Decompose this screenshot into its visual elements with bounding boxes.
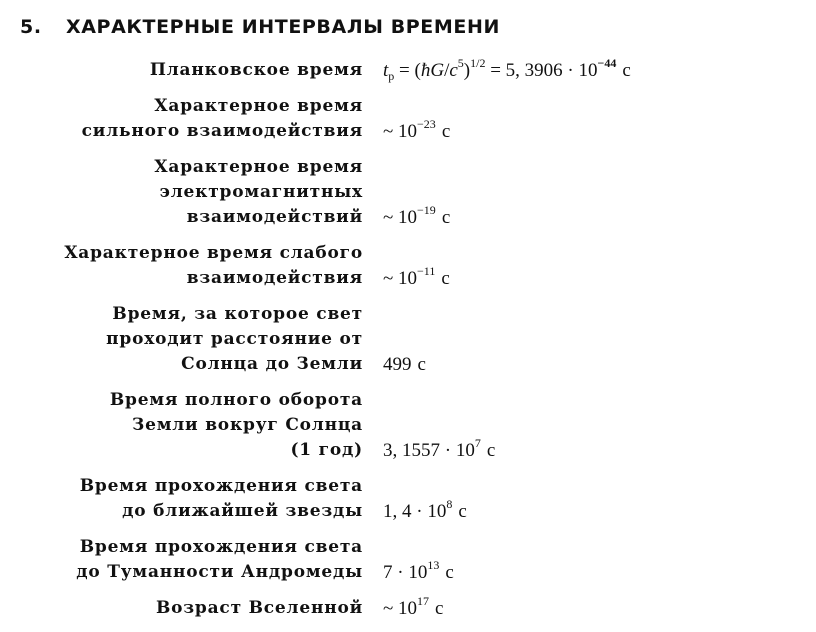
formula-exponent: −44 bbox=[597, 56, 617, 70]
label-line: (1 год) bbox=[290, 440, 363, 460]
table-row bbox=[20, 535, 800, 585]
label-line: до Туманности Андромеды bbox=[76, 562, 363, 582]
row-label bbox=[20, 155, 363, 230]
row-value bbox=[383, 352, 426, 377]
value-number: ~ 10 bbox=[383, 598, 418, 619]
row-label bbox=[20, 474, 363, 524]
label-line: сильного взаимодействия bbox=[81, 121, 363, 141]
row-value bbox=[383, 499, 467, 524]
value-number: ~ 10 bbox=[383, 268, 418, 289]
table-row bbox=[20, 388, 800, 463]
table-row bbox=[20, 596, 800, 621]
value-exponent: 17 bbox=[417, 594, 430, 608]
formula-subscript: p bbox=[388, 69, 395, 83]
value-number: 1, 4 · 10 bbox=[383, 501, 447, 522]
value-number: 7 · 10 bbox=[383, 562, 428, 583]
row-label bbox=[20, 388, 363, 463]
table-row bbox=[20, 58, 800, 83]
label-line: Время прохождения света bbox=[79, 537, 363, 557]
formula-G: G bbox=[430, 60, 445, 81]
value-number: ~ 10 bbox=[383, 121, 418, 142]
section-title: ХАРАКТЕРНЫЕ ИНТЕРВАЛЫ ВРЕМЕНИ bbox=[66, 16, 500, 38]
row-label bbox=[20, 596, 363, 621]
section-number: 5. bbox=[20, 16, 42, 38]
row-value bbox=[383, 119, 450, 144]
label-line: Характерное время слабого bbox=[64, 243, 363, 263]
unit-label: с bbox=[441, 121, 451, 142]
row-value bbox=[383, 205, 450, 230]
row-value bbox=[383, 560, 454, 585]
row-label bbox=[20, 58, 363, 83]
formula-exponent: 1/2 bbox=[470, 56, 486, 70]
value-number: 3, 1557 · 10 bbox=[383, 440, 475, 461]
unit-label: с bbox=[417, 354, 426, 375]
unit-label: с bbox=[622, 60, 631, 81]
unit-label: с bbox=[435, 598, 444, 619]
table-row bbox=[20, 302, 800, 377]
formula-part: / bbox=[444, 60, 450, 81]
label-line: проходит расстояние от bbox=[106, 329, 363, 349]
label-line: Время, за которое свет bbox=[112, 304, 363, 324]
value-number: 499 bbox=[383, 354, 412, 375]
row-label bbox=[20, 94, 363, 144]
table-row bbox=[20, 474, 800, 524]
label-line: взаимодействия bbox=[186, 268, 363, 288]
formula-symbol: t bbox=[383, 60, 389, 81]
unit-label: с bbox=[486, 440, 496, 461]
row-value bbox=[383, 438, 495, 463]
unit-label: с bbox=[458, 501, 467, 522]
value-exponent: 13 bbox=[427, 558, 440, 572]
section-heading bbox=[20, 16, 500, 38]
formula-part: = 5, 3906 · 10 bbox=[485, 60, 598, 81]
label-line: Время прохождения света bbox=[79, 476, 363, 496]
label-line: Возраст Вселенной bbox=[155, 598, 363, 618]
formula-c: c bbox=[449, 60, 458, 81]
label-line: Характерное время bbox=[154, 157, 363, 177]
value-exponent: 8 bbox=[446, 497, 453, 511]
label-line: Характерное время bbox=[154, 96, 363, 116]
row-label bbox=[20, 302, 363, 377]
formula-exponent: 5 bbox=[457, 56, 464, 70]
row-value bbox=[383, 58, 631, 83]
table-row bbox=[20, 155, 800, 230]
value-exponent: −19 bbox=[417, 203, 436, 217]
formula-part: = ( bbox=[394, 60, 421, 81]
label-line: Планковское время bbox=[149, 60, 363, 80]
unit-label: с bbox=[445, 562, 454, 583]
label-line: Солнца до Земли bbox=[181, 354, 363, 374]
value-exponent: −23 bbox=[417, 117, 436, 131]
row-value bbox=[383, 596, 443, 621]
unit-label: с bbox=[441, 268, 450, 289]
time-intervals-table bbox=[20, 58, 800, 632]
label-line: электромагнитных bbox=[159, 182, 363, 202]
label-line: до ближайшей звезды bbox=[122, 501, 363, 521]
formula-part: ) bbox=[463, 60, 471, 81]
value-exponent: −11 bbox=[417, 264, 436, 278]
formula-hbar: ħ bbox=[420, 60, 431, 81]
value-number: ~ 10 bbox=[383, 207, 418, 228]
value-exponent: 7 bbox=[474, 436, 481, 450]
table-row bbox=[20, 94, 800, 144]
label-line: Земли вокруг Солнца bbox=[132, 415, 363, 435]
row-label bbox=[20, 241, 363, 291]
label-line: Время полного оборота bbox=[109, 390, 363, 410]
row-label bbox=[20, 535, 363, 585]
unit-label: с bbox=[441, 207, 451, 228]
label-line: взаимодействий bbox=[186, 207, 363, 227]
row-value bbox=[383, 266, 450, 291]
table-row bbox=[20, 241, 800, 291]
